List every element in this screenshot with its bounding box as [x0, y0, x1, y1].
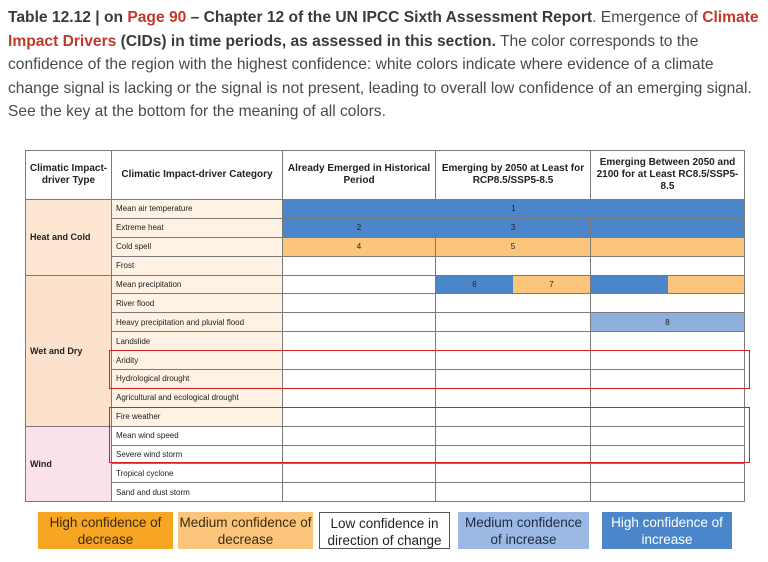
cell-empty [591, 445, 745, 464]
cell-empty [283, 445, 436, 464]
category-agricultural-drought: Agricultural and ecological drought [112, 388, 283, 407]
cell-empty [591, 407, 745, 426]
category-sand-dust-storm: Sand and dust storm [112, 483, 283, 502]
cell-empty [283, 275, 436, 294]
cell-empty [283, 407, 436, 426]
table-row [26, 218, 745, 237]
table-row [26, 275, 745, 294]
cell-empty [436, 388, 591, 407]
category-tropical-cyclone: Tropical cyclone [112, 464, 283, 483]
category-cold-spell: Cold spell [112, 237, 283, 256]
cell-empty [283, 464, 436, 483]
cell-empty [591, 483, 745, 502]
cell-empty [283, 426, 436, 445]
header-by-2050: Emerging by 2050 at Least for RCP8.5/SSP5-8.5 [436, 151, 591, 200]
key-high-confidence-increase: High confidence of increase [602, 512, 732, 549]
cell-empty [591, 426, 745, 445]
caption-source: – Chapter 12 of the UN IPCC Sixth Assessment Report [186, 9, 593, 26]
category-aridity: Aridity [112, 351, 283, 370]
cell-empty [283, 483, 436, 502]
cell-empty [436, 483, 591, 502]
cell-empty [591, 388, 745, 407]
caption-after-source: . Emergence of [592, 9, 703, 26]
cell-7: 7 [513, 276, 590, 294]
table-row [26, 445, 745, 464]
header-historical: Already Emerged in Historical Period [283, 151, 436, 200]
table-caption [8, 6, 760, 124]
table-row [26, 256, 745, 275]
cell-empty [283, 388, 436, 407]
table-row [26, 332, 745, 351]
table-row [26, 313, 745, 332]
cell-empty [591, 332, 745, 351]
cell-1: 1 [283, 200, 745, 219]
cell-empty [591, 294, 745, 313]
category-severe-wind-storm: Severe wind storm [112, 445, 283, 464]
cell-empty [591, 351, 745, 370]
table-row [26, 370, 745, 389]
climate-impact-drivers-link[interactable]: Climate Impact Drivers [8, 9, 759, 50]
cell-empty [436, 445, 591, 464]
header-2050-2100: Emerging Between 2050 and 2100 for at Least RC8.5/SSP5-8.5 [591, 151, 745, 200]
cell-2: 2 [283, 218, 436, 237]
header-category: Climatic Impact-driver Category [112, 151, 283, 200]
table-row [26, 294, 745, 313]
cell-split-2100 [591, 275, 745, 294]
cell-empty [436, 294, 591, 313]
cell-empty [436, 464, 591, 483]
caption-description: The color corresponds to the confidence of the region with the highest confidence: white colors indicate where evidence of a climate change signal is lacking or the signal is not present, leading to overall low confidence of an emerging signal. See the key at the bottom for the meaning of all colors. [8, 32, 752, 121]
cell-empty [436, 332, 591, 351]
page-link[interactable]: Page 90 [127, 9, 187, 26]
cell-3: 3 [436, 218, 591, 237]
category-river-flood: River flood [112, 294, 283, 313]
category-mean-air-temperature: Mean air temperature [112, 200, 283, 219]
table-row [26, 388, 745, 407]
type-wind: Wind [26, 426, 112, 502]
key-medium-confidence-decrease: Medium confidence of decrease [178, 512, 313, 549]
cell-empty [591, 237, 745, 256]
cell-empty [591, 256, 745, 275]
cell-5: 5 [436, 237, 591, 256]
cell-empty [283, 313, 436, 332]
cell-8: 8 [591, 313, 745, 332]
color-key [38, 512, 738, 550]
key-high-confidence-decrease: High confidence of decrease [38, 512, 173, 549]
cell-4: 4 [283, 237, 436, 256]
category-mean-precipitation: Mean precipitation [112, 275, 283, 294]
table-header-row [26, 151, 745, 200]
cell-empty [436, 370, 591, 389]
cell-empty [283, 256, 436, 275]
cell-empty [591, 370, 745, 389]
cell-split-6-7 [436, 275, 591, 294]
cell-empty [283, 370, 436, 389]
cell-empty [283, 294, 436, 313]
category-frost: Frost [112, 256, 283, 275]
cell-empty [283, 332, 436, 351]
header-type: Climatic Impact-driver Type [26, 151, 112, 200]
caption-table-label: Table 12.12 | on [8, 9, 128, 26]
cell-empty [283, 351, 436, 370]
type-heat-and-cold: Heat and Cold [26, 200, 112, 276]
key-low-confidence: Low confidence in direction of change [319, 512, 450, 549]
table-row [26, 426, 745, 445]
cell-empty [436, 256, 591, 275]
caption-cid-rest: (CIDs) in time periods, as assessed in this section. [116, 32, 496, 50]
category-mean-wind-speed: Mean wind speed [112, 426, 283, 445]
cell-empty [436, 351, 591, 370]
cid-table [25, 150, 745, 502]
cell-6: 6 [436, 276, 513, 294]
cell-empty [668, 276, 745, 294]
key-medium-confidence-increase: Medium confidence of increase [458, 512, 589, 549]
table-row [26, 407, 745, 426]
category-fire-weather: Fire weather [112, 407, 283, 426]
cell-empty [436, 407, 591, 426]
category-heavy-precipitation: Heavy precipitation and pluvial flood [112, 313, 283, 332]
table-row [26, 464, 745, 483]
table-row [26, 200, 745, 219]
cell-empty [436, 426, 591, 445]
cell-empty [591, 218, 745, 237]
table-row [26, 351, 745, 370]
type-wet-and-dry: Wet and Dry [26, 275, 112, 426]
cell-empty [591, 464, 745, 483]
category-landslide: Landslide [112, 332, 283, 351]
cell-empty [591, 276, 668, 294]
table-row [26, 237, 745, 256]
category-hydrological-drought: Hydrological drought [112, 370, 283, 389]
cell-empty [436, 313, 591, 332]
category-extreme-heat: Extreme heat [112, 218, 283, 237]
table-row [26, 483, 745, 502]
